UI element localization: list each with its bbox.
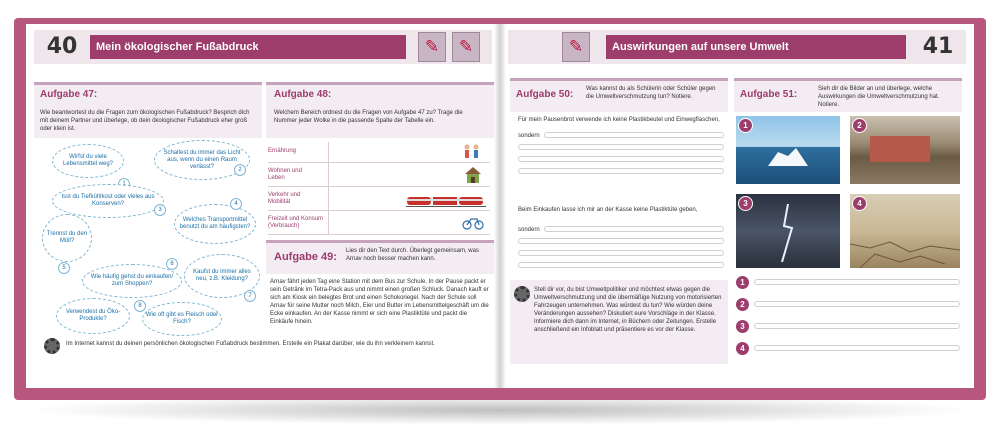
right-footer-text: Stell dir vor, du bist Umweltpolitiker und möchtest etwas gegen die Umweltverschmutzung und die übermäßige Nutzung von motorisierten Fahrzeugen unternehmen. Was würdest du tun? Wie würden deine Veränderungen aussehen? Diskutiert eure Vorschläge in der Klasse. Informiere dich dann im Internet, in Büchern oder Zeitungen. Erstelle anschließend ein Infoblatt und präsentiere es vor der Klasse. bbox=[534, 287, 722, 333]
task-48-title: Aufgabe 48: bbox=[274, 89, 332, 100]
task-50-prompt-2: Beim Einkaufen lasse ich mir an der Kasse keine Plastiktüte geben, bbox=[518, 207, 698, 213]
lightning-icon bbox=[774, 204, 804, 264]
pencil-icon: ✎ bbox=[452, 32, 480, 62]
house-shape bbox=[870, 136, 930, 162]
question-number: 7 bbox=[244, 290, 256, 302]
left-page bbox=[26, 24, 500, 388]
row-divider bbox=[268, 162, 490, 163]
question-number: 6 bbox=[166, 258, 178, 270]
task-50-prompt-1: Für mein Pausenbrot verwende ich keine Plastikbeutel und Einwegflaschen, bbox=[518, 117, 720, 123]
category-label: Ernährung bbox=[268, 148, 297, 154]
task-48-text: Welchem Bereich ordnest du die Fragen von Aufgabe 47 zu? Trage die Nummer jeder Wolke in die passende Spalte der Tabelle ein. bbox=[274, 110, 463, 124]
sondern-label: sondern bbox=[518, 133, 540, 139]
question-cloud bbox=[142, 302, 222, 336]
photo-number: 3 bbox=[738, 196, 753, 211]
answer-number: 2 bbox=[736, 298, 749, 311]
answer-line[interactable] bbox=[754, 301, 960, 307]
task-49-instruction: Lies dir den Text durch. Überlegt gemeinsam, was Arnav noch besser machen kann. bbox=[346, 248, 479, 262]
answer-number: 3 bbox=[736, 320, 749, 333]
answer-line[interactable] bbox=[518, 168, 724, 174]
question-cloud bbox=[82, 264, 182, 298]
task-51 bbox=[734, 78, 962, 112]
category-label: Verkehr und Mobilität bbox=[268, 192, 301, 205]
task-47-title: Aufgabe 47: bbox=[40, 89, 98, 100]
page-title-right: Auswirkungen auf unsere Umwelt bbox=[606, 35, 906, 59]
question-number: 5 bbox=[58, 262, 70, 274]
cracked-earth bbox=[850, 234, 960, 268]
answer-line[interactable] bbox=[518, 156, 724, 162]
page-number-left: 40 bbox=[46, 34, 78, 59]
train-icon bbox=[406, 194, 486, 208]
people-icon bbox=[462, 144, 482, 160]
question-number: 4 bbox=[230, 198, 242, 210]
answer-number: 4 bbox=[736, 342, 749, 355]
sondern-label: sondern bbox=[518, 227, 540, 233]
row-divider bbox=[268, 234, 490, 235]
question-cloud bbox=[42, 214, 92, 262]
answer-line[interactable] bbox=[518, 262, 724, 268]
task-50-instruction: Was kannst du als Schülerin oder Schüler gegen die Umweltverschmutzung tun? Notiere. bbox=[586, 86, 716, 100]
question-clouds bbox=[34, 140, 262, 340]
question-number: 8 bbox=[134, 300, 146, 312]
answer-line[interactable] bbox=[544, 226, 724, 232]
question-text: Kaufst du immer alles neu, z.B. Kleidung? bbox=[193, 269, 251, 282]
question-text: Isst du Tiefkühlkost oder vieles aus Konserven? bbox=[61, 194, 155, 207]
question-number: 3 bbox=[154, 204, 166, 216]
task-48 bbox=[266, 82, 494, 138]
iceberg-icon bbox=[766, 146, 810, 170]
answer-line[interactable] bbox=[754, 279, 960, 285]
task-49-story: Arnav fährt jeden Tag eine Station mit dem Bus zur Schule. In der Pause packt er sein Getränk im Tetra-Pack aus und nimmt einen großen Schluck. Danach kauft er sich am Kiosk ein belegtes Brot und einen Schokoriegel. Nach der Schule soll Arnav für seine Mutter noch Milch, Eier und Butter im Lebensmittelgeschäft um die Ecke einkaufen. An der Kasse nimmt er sich eine Plastiktüte und packt die Einkäufe hinein. bbox=[270, 279, 489, 325]
page-number-right: 41 bbox=[922, 34, 954, 59]
row-divider bbox=[268, 210, 490, 211]
gear-icon bbox=[44, 338, 60, 354]
task-51-title: Aufgabe 51: bbox=[740, 89, 798, 100]
question-text: Welches Transportmittel benutzt du am häufigsten? bbox=[179, 217, 251, 230]
column-divider bbox=[328, 142, 329, 234]
right-header bbox=[508, 30, 966, 64]
left-footer-text: Im Internet kannst du deinen persönlichen ökologischen Fußabdruck bestimmen. Erstelle ein Plakat darüber, wie du ihn verkleinern kannst. bbox=[66, 341, 435, 347]
task-51-instruction: Sieh dir die Bilder an und überlege, welche Auswirkungen die Umweltverschmutzung hat. Notiere. bbox=[818, 86, 940, 108]
task-49 bbox=[266, 240, 494, 274]
task-50-title: Aufgabe 50: bbox=[516, 89, 574, 100]
question-number: 2 bbox=[234, 164, 246, 176]
question-cloud bbox=[52, 184, 164, 218]
category-label: Freizeit und Konsum (Verbrauch) bbox=[268, 216, 324, 229]
pencil-icon: ✎ bbox=[418, 32, 446, 62]
answer-line[interactable] bbox=[518, 250, 724, 256]
gear-icon bbox=[514, 286, 530, 302]
question-text: Verwendest du Öko-Produkte? bbox=[65, 309, 121, 322]
question-text: Schaltest du immer das Licht aus, wenn du einen Raum verlässt? bbox=[163, 149, 241, 170]
answer-line[interactable] bbox=[518, 144, 724, 150]
house-icon bbox=[464, 166, 482, 184]
answer-line[interactable] bbox=[754, 323, 960, 329]
category-label: Wohnen und Leben bbox=[268, 168, 302, 181]
question-text: Wirfst du viele Lebensmittel weg? bbox=[62, 154, 114, 167]
right-page bbox=[500, 24, 974, 388]
question-text: Wie häufig gehst du einkaufen/ zum Shoppen? bbox=[90, 274, 174, 287]
answer-line[interactable] bbox=[518, 238, 724, 244]
task-49-title: Aufgabe 49: bbox=[274, 251, 337, 263]
question-text: Trennst du den Müll? bbox=[46, 231, 88, 244]
task-50 bbox=[510, 78, 728, 112]
pencil-icon: ✎ bbox=[562, 32, 590, 62]
question-text: Wie oft gibt es Fleisch oder Fisch? bbox=[145, 312, 219, 325]
answer-number: 1 bbox=[736, 276, 749, 289]
category-table bbox=[266, 140, 494, 240]
left-header bbox=[34, 30, 492, 64]
right-footer bbox=[510, 280, 728, 364]
page-title-left: Mein ökologischer Fußabdruck bbox=[90, 35, 406, 59]
question-cloud bbox=[52, 144, 124, 178]
question-cloud bbox=[174, 204, 256, 244]
bicycle-icon bbox=[462, 216, 484, 230]
book-spine bbox=[494, 24, 506, 388]
question-cloud bbox=[56, 298, 130, 334]
task-47-text: Wie beantwortest du die Fragen zum ökologischen Fußabdruck? Besprich dich mit deinem Partner und überlege, ob dein ökologischer Fußabdruck eher groß oder klein ist. bbox=[40, 110, 250, 132]
row-divider bbox=[268, 186, 490, 187]
photo-number: 4 bbox=[852, 196, 867, 211]
photo-number: 2 bbox=[852, 118, 867, 133]
answer-line[interactable] bbox=[754, 345, 960, 351]
photo-number: 1 bbox=[738, 118, 753, 133]
answer-line[interactable] bbox=[544, 132, 724, 138]
task-47 bbox=[34, 82, 262, 138]
